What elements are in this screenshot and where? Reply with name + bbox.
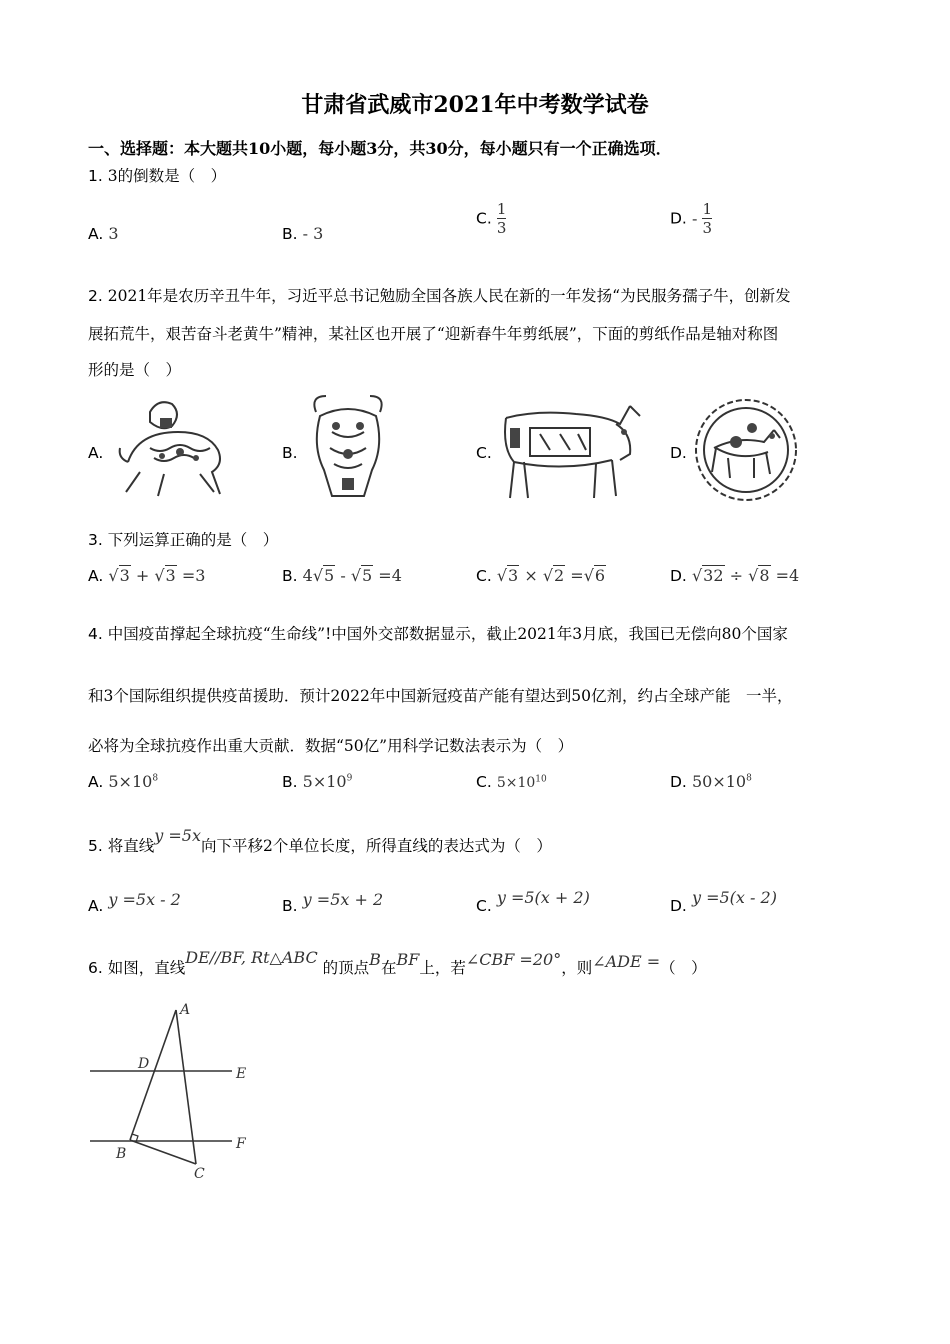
equals: = — [570, 566, 584, 585]
q2-option-c[interactable]: C. — [476, 444, 492, 462]
option-label: B. — [282, 225, 298, 243]
question-text: 上，若 — [419, 959, 466, 977]
question-text: 将直线 — [107, 837, 155, 855]
question-number: 5. — [88, 837, 103, 855]
q4-option-d[interactable] — [670, 772, 752, 791]
option-label: C. — [476, 209, 492, 228]
q4-option-c[interactable] — [476, 772, 547, 791]
minus-sign: - — [691, 209, 698, 228]
math-expression: ∠CBF =20° — [465, 950, 562, 969]
math-expression — [692, 772, 752, 791]
question-number: 4. — [88, 625, 103, 643]
geometry-figure — [86, 998, 256, 1182]
result: =4 — [775, 566, 800, 585]
operator: ÷ — [729, 566, 744, 585]
q1-option-a[interactable] — [88, 224, 119, 243]
radicand: 3 — [165, 566, 176, 585]
result: =4 — [378, 566, 402, 585]
radicand: 5 — [362, 566, 373, 585]
math-expression: y =5(x - 2) — [691, 888, 777, 907]
math-expression — [108, 772, 158, 791]
question-text-line: 展拓荒牛，艰苦奋斗老黄牛”精神，某社区也开展了“迎新春牛年剪纸展”，下面的剪纸作品是轴对称图 — [88, 325, 779, 343]
option-label: B. — [282, 897, 298, 915]
exponent: 8 — [152, 773, 159, 784]
option-label: C. — [476, 567, 492, 585]
exponent: 9 — [346, 773, 353, 784]
question-3 — [88, 528, 278, 550]
result: =3 — [181, 566, 206, 585]
math-expression: y =5x + 2 — [302, 890, 384, 909]
radicand: 5 — [324, 566, 335, 585]
fraction — [497, 200, 507, 237]
question-2 — [88, 284, 791, 306]
question-text-line: 中国疫苗撑起全球抗疫“生命线”!中国外交部数据显示，截止2021年3月底，我国已无偿向80个国家 — [107, 625, 788, 643]
q2-option-a[interactable]: A. — [88, 444, 104, 462]
base: 5×10 — [302, 772, 347, 791]
question-text: 的顶点 — [322, 959, 370, 977]
radicand: 32 — [703, 566, 724, 585]
base: 5×10 — [496, 775, 536, 791]
question-5 — [88, 826, 552, 856]
ox-papercut-side-icon — [500, 398, 648, 502]
question-text: （ ） — [660, 959, 707, 977]
math-expression: ∠ADE = — [592, 952, 661, 971]
question-text-line: 形的是（ ） — [88, 361, 182, 379]
operator: × — [524, 566, 538, 585]
option-label: D. — [670, 567, 687, 585]
operator: + — [135, 566, 150, 585]
q2-option-b[interactable]: B. — [282, 444, 298, 462]
numerator: 1 — [702, 200, 713, 218]
q4-option-b[interactable] — [282, 772, 352, 791]
ox-papercut-running-icon — [110, 392, 240, 500]
question-6 — [88, 948, 707, 978]
math-expression: B — [369, 950, 381, 969]
question-text: 3的倒数是（ ） — [107, 167, 227, 185]
q3-option-d[interactable] — [670, 566, 799, 585]
denominator: 3 — [496, 219, 507, 237]
question-text: 如图，直线 — [107, 959, 186, 977]
math-expression — [303, 772, 353, 791]
point-label-e: E — [236, 1066, 247, 1082]
exponent: 8 — [746, 773, 752, 784]
option-value: - 3 — [302, 224, 324, 243]
math-expression: y =5x — [154, 826, 201, 845]
math-expression: DE//BF, Rt△ABC — [185, 948, 318, 967]
option-value: 3 — [108, 224, 119, 243]
q1-option-d[interactable] — [670, 200, 712, 237]
math-expression: y =5x - 2 — [108, 890, 181, 909]
operator: - — [340, 566, 346, 585]
q5-option-b[interactable] — [282, 890, 384, 915]
ox-papercut-front-icon — [306, 392, 390, 502]
option-label: D. — [670, 773, 687, 791]
section-heading: 一、选择题：本大题共10小题，每小题3分，共30分，每小题只有一个正确选项． — [88, 139, 672, 158]
q4-option-a[interactable] — [88, 772, 158, 791]
point-label-c: C — [194, 1166, 205, 1182]
option-label: C. — [476, 897, 492, 915]
option-label: A. — [88, 567, 104, 585]
fraction — [702, 200, 712, 237]
math-expression: √3 + √3 =3 — [108, 566, 206, 585]
point-label-f: F — [236, 1136, 246, 1152]
radicand: 3 — [508, 566, 519, 585]
question-number: 2. — [88, 287, 103, 305]
option-label: A. — [88, 773, 104, 791]
q5-option-a[interactable] — [88, 890, 181, 915]
math-expression: BF — [396, 950, 420, 969]
q3-option-c[interactable] — [476, 566, 606, 585]
q5-option-c[interactable] — [476, 888, 590, 915]
option-label: B. — [282, 773, 298, 791]
question-text: ，则 — [561, 959, 593, 977]
coefficient: 4 — [302, 566, 313, 585]
radicand: 2 — [554, 566, 565, 585]
math-expression — [497, 775, 547, 791]
denominator: 3 — [702, 219, 713, 237]
q3-option-a[interactable] — [88, 566, 205, 585]
q3-option-b[interactable] — [282, 566, 402, 585]
numerator: 1 — [496, 200, 507, 218]
base: 5×10 — [108, 772, 153, 791]
math-expression: √32 ÷ √8 =4 — [691, 566, 800, 585]
segment-bc — [130, 1140, 196, 1164]
option-label: B. — [282, 567, 298, 585]
q1-option-c[interactable] — [476, 200, 506, 237]
q5-option-d[interactable] — [670, 888, 777, 915]
option-label: A. — [88, 225, 104, 243]
option-label: D. — [670, 209, 687, 228]
question-number: 6. — [88, 959, 103, 977]
option-label: D. — [670, 897, 687, 915]
math-expression: y =5(x + 2) — [496, 888, 590, 907]
question-number: 3. — [88, 531, 103, 549]
exponent: 10 — [535, 774, 547, 785]
math-expression: √3 × √2 =√6 — [496, 566, 606, 585]
base: 50×10 — [691, 772, 747, 791]
question-1 — [88, 164, 226, 186]
question-text: 向下平移2个单位长度，所得直线的表达式为（ ） — [200, 837, 552, 855]
segment-ab — [130, 1010, 176, 1140]
point-label-a: A — [180, 1002, 191, 1018]
option-label: A. — [88, 897, 104, 915]
q1-option-b[interactable] — [282, 224, 323, 243]
question-text: 在 — [380, 959, 397, 977]
question-text-line: 2021年是农历辛丑牛年，习近平总书记勉励全国各族人民在新的一年发扬“为民服务孺子牛，创新发 — [107, 287, 791, 305]
radicand: 8 — [759, 566, 770, 585]
point-label-d: D — [138, 1056, 150, 1072]
math-expression: 4√5 - √5 =4 — [302, 566, 402, 585]
radicand: 6 — [594, 566, 606, 585]
ox-papercut-circular-icon — [692, 396, 800, 504]
question-text-line: 和3个国际组织提供疫苗援助．预计2022年中国新冠疫苗产能有望达到50亿剂，约占全球产能 一半， — [88, 687, 793, 705]
question-4 — [88, 622, 788, 644]
point-label-b: B — [116, 1146, 127, 1162]
question-text-line: 必将为全球抗疫作出重大贡献．数据“50亿”用科学记数法表示为（ ） — [88, 737, 574, 755]
radicand: 3 — [119, 566, 130, 585]
exam-title: 甘肃省武威市2021年中考数学试卷 — [301, 92, 649, 118]
question-text: 下列运算正确的是（ ） — [107, 531, 279, 549]
option-label: C. — [476, 773, 492, 791]
q2-option-d[interactable]: D. — [670, 444, 687, 462]
question-number: 1. — [88, 167, 103, 185]
